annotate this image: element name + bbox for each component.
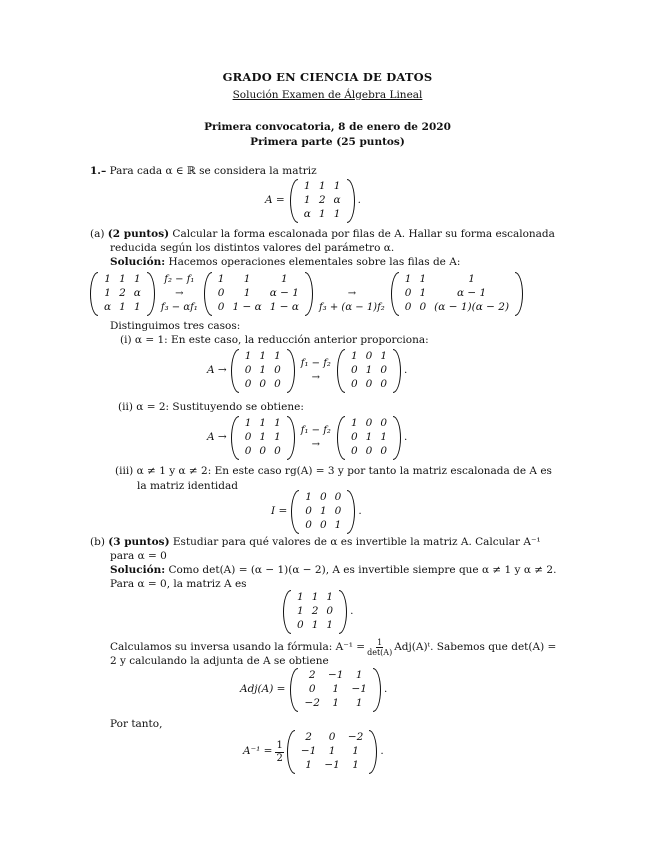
right-bracket — [515, 272, 523, 316]
matrix-cell: 1 — [259, 350, 267, 363]
matrix-cell: 0 — [404, 287, 412, 300]
matrix-cell: 2 — [311, 605, 319, 618]
op2-arrow: → — [347, 288, 357, 299]
matrix-cell: 1 — [333, 180, 341, 193]
adjugate-lhs: Adj(A) = — [240, 683, 286, 696]
left-bracket — [287, 730, 295, 774]
matrix-cell: 1 — [297, 605, 304, 618]
matrix-cell: 1 — [297, 591, 304, 604]
matrix-row — [401, 273, 513, 287]
matrix-cell: 0 — [274, 364, 281, 377]
matrix-cell: 1 — [104, 287, 111, 300]
matrix-cell: 0 — [244, 445, 252, 458]
reduction-matrix-2 — [204, 272, 313, 316]
right-bracket — [287, 349, 295, 393]
matrix-cell: 1 — [311, 619, 319, 632]
matrix-cell: −1 — [351, 683, 367, 696]
matrix-A-equation — [265, 179, 361, 223]
matrix-cell: 1 — [243, 273, 251, 286]
right-bracket — [339, 590, 347, 634]
part-a-label: (a) — [90, 228, 105, 240]
matrix-cell: 1 — [119, 273, 126, 286]
matrix-cell: 1 — [419, 273, 427, 286]
matrix-cell: 1 — [244, 417, 252, 430]
matrix-cell: 1 — [326, 619, 334, 632]
matrix-cell: 0 — [319, 491, 327, 504]
inverse-formula-fraction — [367, 638, 392, 657]
case2-end: . — [404, 431, 408, 444]
matrix-cell: 1 — [365, 431, 373, 444]
cases-intro: Distinguimos tres casos: — [110, 320, 241, 332]
matrix-row — [100, 287, 145, 301]
matrix-cell: 1 — [217, 273, 225, 286]
matrix-cell: 1 — [281, 273, 288, 286]
matrix-row — [297, 759, 367, 773]
case1-equation — [207, 349, 407, 393]
right-bracket — [287, 416, 295, 460]
matrix-cell: 1 — [468, 273, 475, 286]
part-b-line2: para α = 0 — [110, 550, 167, 562]
case1-line — [120, 334, 429, 347]
case1-matrix-2 — [337, 349, 401, 393]
reduction-op-2 — [319, 273, 385, 315]
matrix-cell: 1 — [305, 491, 312, 504]
part-b-line3: Para α = 0, la matriz A es — [110, 578, 247, 590]
matrix-cell: α — [303, 208, 311, 221]
identity-equation — [271, 490, 362, 534]
matrix-cell: 1 − α — [269, 301, 299, 314]
case1-text: α = 1: En este caso, la reducción anterior proporciona: — [134, 334, 429, 346]
matrix-cell: −1 — [324, 759, 340, 772]
matrix-cell: 1 — [380, 350, 387, 363]
document-title: GRADO EN CIENCIA DE DATOS — [222, 70, 433, 84]
right-bracket — [369, 730, 377, 774]
matrix-A0-equation — [283, 590, 353, 634]
left-bracket — [90, 272, 98, 316]
matrix-A0-end: . — [350, 605, 354, 618]
matrix-row — [293, 591, 337, 605]
matrix-cell: 1 — [419, 287, 427, 300]
matrix-cell: 0 — [217, 301, 225, 314]
matrix-row — [401, 301, 513, 315]
document-subtitle: Solución Examen de Álgebra Lineal — [232, 89, 423, 101]
matrix-row — [300, 669, 370, 683]
op2-bottom: f₃ + (α − 1)f₂ — [318, 302, 385, 313]
adjugate-matrix — [290, 668, 380, 712]
case1-lhs: A → — [207, 364, 227, 377]
op1-arrow: → — [175, 288, 184, 299]
identity-matrix — [291, 490, 355, 534]
case2-op-label: f₁ − f₂ — [300, 425, 331, 436]
matrix-cell: 0 — [380, 364, 387, 377]
matrix-cell: α — [133, 287, 141, 300]
case2-label: (ii) — [118, 401, 133, 413]
matrix-cell: 0 — [308, 683, 316, 696]
part-a-solution-text: Hacemos operaciones elementales sobre las filas de A: — [168, 256, 461, 268]
matrix-cell: 0 — [274, 445, 281, 458]
matrix-cell: 0 — [365, 445, 373, 458]
matrix-A-label: A = — [265, 194, 285, 207]
matrix-cell: α − 1 — [456, 287, 487, 300]
case1-end: . — [404, 364, 408, 377]
matrix-row — [347, 445, 391, 459]
right-bracket — [373, 668, 381, 712]
matrix-cell: 1 — [355, 697, 363, 710]
matrix-cell: 1 — [274, 431, 281, 444]
part-a-solution-line — [110, 256, 460, 269]
case2-op — [301, 424, 331, 452]
part-b-solution-label: Solución: — [110, 564, 166, 576]
matrix-cell: 0 — [334, 505, 342, 518]
matrix-cell: 1 — [133, 273, 141, 286]
matrix-row — [347, 364, 391, 378]
inverse-result-lhs: A⁻¹ = — [243, 745, 273, 758]
matrix-row — [214, 273, 303, 287]
matrix-cell: 0 — [350, 364, 358, 377]
left-bracket — [391, 272, 399, 316]
matrix-cell: 1 — [334, 519, 342, 532]
case3-text1: α ≠ 1 y α ≠ 2: En este caso rg(A) = 3 y por tanto la matriz escalonada de A es — [136, 465, 552, 477]
identity-lhs: I = — [271, 505, 288, 518]
case2-arrow: → — [311, 439, 321, 450]
matrix-cell: 0 — [319, 519, 327, 532]
problem-text: Para cada α ∈ ℝ se considera la matriz — [109, 165, 317, 177]
case2-equation — [207, 416, 407, 460]
left-bracket — [231, 349, 239, 393]
matrix-cell: α − 1 — [269, 287, 299, 300]
right-bracket — [347, 490, 355, 534]
matrix-cell: 1 — [365, 364, 373, 377]
matrix-cell: 0 — [326, 605, 334, 618]
matrix-row — [347, 378, 391, 392]
reduction-matrix-3 — [391, 272, 523, 316]
matrix-cell: 1 — [333, 208, 341, 221]
matrix-row — [241, 364, 285, 378]
part-b-solution-text: Como det(A) = (α − 1)(α − 2), A es invertible siempre que α ≠ 1 y α ≠ 2. — [168, 564, 557, 576]
case2-lhs: A → — [207, 431, 227, 444]
matrix-row — [241, 378, 285, 392]
matrix-row — [347, 350, 391, 364]
matrix-cell: 1 — [244, 350, 252, 363]
matrix-cell: −2 — [304, 697, 320, 710]
op1-bottom: f₃ − αf₁ — [160, 302, 198, 313]
row-reduction-equation — [90, 272, 523, 316]
matrix-cell: −2 — [347, 731, 364, 744]
left-bracket — [204, 272, 212, 316]
matrix-cell: 0 — [334, 491, 342, 504]
case3-line1 — [115, 465, 552, 478]
left-bracket — [337, 416, 345, 460]
op1-top: f₂ − f₁ — [164, 274, 195, 285]
matrix-cell: 1 — [133, 301, 141, 314]
matrix-cell: 1 — [318, 180, 326, 193]
matrix-cell: 1 — [259, 364, 267, 377]
matrix-cell: 1 — [350, 350, 358, 363]
matrix-cell: 0 — [259, 445, 267, 458]
left-bracket — [337, 349, 345, 393]
case3-label: (iii) — [115, 465, 134, 477]
case1-arrow: → — [311, 372, 321, 383]
matrix-cell: 0 — [274, 378, 281, 391]
part-b-solution-line — [110, 564, 556, 577]
matrix-row — [293, 619, 337, 633]
left-bracket — [290, 179, 298, 223]
matrix-cell: 1 — [303, 180, 311, 193]
matrix-row — [293, 605, 337, 619]
matrix-cell: 0 — [350, 378, 358, 391]
left-bracket — [283, 590, 291, 634]
matrix-row — [300, 194, 345, 208]
matrix-A — [290, 179, 355, 223]
matrix-cell: 1 — [104, 273, 111, 286]
right-bracket — [347, 179, 355, 223]
part-b-label: (b) — [90, 536, 105, 548]
matrix-cell: 0 — [365, 350, 373, 363]
matrix-cell: 2 — [308, 669, 316, 682]
matrix-cell: 0 — [380, 378, 387, 391]
matrix-cell: 2 — [119, 287, 126, 300]
matrix-row — [347, 417, 391, 431]
matrix-cell: 1 — [352, 745, 359, 758]
case2-matrix-1 — [231, 416, 295, 460]
inverse-frac-num: 1 — [377, 638, 383, 647]
matrix-cell: 1 — [404, 273, 412, 286]
matrix-cell: 1 — [319, 505, 327, 518]
right-bracket — [147, 272, 155, 316]
matrix-cell: 0 — [419, 301, 427, 314]
reduction-matrix-1 — [90, 272, 155, 316]
part-a-line2: reducida según los distintos valores del parámetro α. — [110, 242, 395, 254]
matrix-cell: 1 — [328, 745, 336, 758]
matrix-cell: 1 — [326, 591, 334, 604]
result-frac-den: 2 — [276, 752, 283, 764]
matrix-cell: 0 — [365, 378, 373, 391]
matrix-row — [401, 287, 513, 301]
matrix-cell: 1 — [274, 350, 281, 363]
matrix-cell: −1 — [300, 745, 317, 758]
matrix-A0 — [283, 590, 347, 634]
case1-op-label: f₁ − f₂ — [300, 358, 331, 369]
matrix-row — [301, 519, 345, 533]
matrix-row — [214, 301, 303, 315]
matrix-cell: 1 — [305, 759, 312, 772]
matrix-row — [301, 491, 345, 505]
matrix-cell: 0 — [244, 431, 252, 444]
case2-matrix-2 — [337, 416, 401, 460]
matrix-cell: 0 — [328, 731, 336, 744]
adjugate-end: . — [383, 683, 388, 696]
left-bracket — [291, 490, 299, 534]
adjugate-equation — [240, 668, 387, 712]
right-bracket — [393, 416, 401, 460]
matrix-row — [100, 273, 145, 287]
matrix-cell: 1 — [303, 194, 311, 207]
por-tanto-text: Por tanto, — [110, 718, 163, 730]
case2-text: α = 2: Sustituyendo se obtiene: — [136, 401, 304, 413]
reduction-op-1 — [161, 273, 198, 315]
matrix-row — [100, 301, 145, 315]
matrix-cell: 1 — [380, 431, 387, 444]
matrix-cell: 0 — [217, 287, 225, 300]
right-bracket — [393, 349, 401, 393]
problem-number: 1.– — [90, 165, 107, 177]
matrix-row — [300, 683, 370, 697]
matrix-cell: 1 — [318, 208, 326, 221]
matrix-cell: 1 — [332, 683, 340, 696]
inverse-formula-text-b: Adj(A)ᵗ. Sabemos que det(A) = — [394, 640, 557, 653]
matrix-cell: 2 — [318, 194, 326, 207]
left-bracket — [290, 668, 298, 712]
matrix-cell: 0 — [244, 378, 252, 391]
matrix-row — [300, 697, 370, 711]
matrix-cell: 1 — [311, 591, 319, 604]
inverse-result-equation — [243, 730, 384, 774]
matrix-cell: α — [104, 301, 112, 314]
matrix-cell: 1 — [259, 431, 267, 444]
matrix-cell: 0 — [305, 519, 312, 532]
matrix-cell: 1 — [350, 417, 358, 430]
matrix-cell: 0 — [350, 431, 358, 444]
identity-end: . — [358, 505, 362, 518]
case2-line — [118, 401, 304, 414]
matrix-cell: 0 — [380, 417, 387, 430]
matrix-cell: 2 — [305, 731, 312, 744]
part-a-points: (2 puntos) — [107, 228, 170, 240]
matrix-row — [347, 431, 391, 445]
matrix-cell: α — [333, 194, 341, 207]
matrix-cell: 0 — [297, 619, 304, 632]
matrix-cell: 1 — [332, 697, 340, 710]
matrix-A-end: . — [357, 194, 361, 207]
inverse-result-matrix — [287, 730, 377, 774]
case1-matrix-1 — [231, 349, 295, 393]
problem-statement — [90, 165, 317, 178]
convocatoria-heading: Primera convocatoria, 8 de enero de 2020 — [204, 121, 451, 133]
left-bracket — [231, 416, 239, 460]
matrix-row — [301, 505, 345, 519]
inverse-formula-text-a: Calculamos su inversa usando la fórmula: A⁻¹ = — [110, 640, 366, 653]
matrix-row — [300, 180, 345, 194]
part-b-text1: Estudiar para qué valores de α es invertible la matriz A. Calcular A⁻¹ — [172, 536, 541, 548]
matrix-cell: 0 — [259, 378, 267, 391]
case1-label: (i) — [120, 334, 132, 346]
matrix-cell: 1 — [355, 669, 363, 682]
part-b-line1 — [90, 536, 541, 549]
matrix-row — [300, 208, 345, 222]
part-a-solution-label: Solución: — [110, 256, 166, 268]
inverse-frac-den: det(A) — [367, 648, 393, 657]
matrix-cell: 1 — [274, 417, 281, 430]
matrix-cell: 0 — [244, 364, 252, 377]
part-a-line1 — [90, 228, 555, 241]
matrix-row — [241, 431, 285, 445]
matrix-row — [241, 350, 285, 364]
part-b-points: (3 puntos) — [108, 536, 170, 548]
adjunta-intro: 2 y calculando la adjunta de A se obtiene — [110, 655, 329, 667]
matrix-cell: 1 − α — [232, 301, 262, 314]
right-bracket — [305, 272, 313, 316]
matrix-cell: 1 — [243, 287, 251, 300]
part-a-text1: Calcular la forma escalonada por filas de A. Hallar su forma escalonada — [172, 228, 555, 240]
matrix-cell: 0 — [404, 301, 412, 314]
matrix-cell: 1 — [119, 301, 126, 314]
inverse-result-end: . — [380, 745, 384, 758]
inverse-result-fraction — [275, 740, 283, 765]
matrix-cell: (α − 1)(α − 2) — [434, 301, 510, 314]
case1-op — [301, 357, 331, 385]
matrix-cell: 0 — [350, 445, 358, 458]
matrix-cell: 0 — [305, 505, 312, 518]
matrix-cell: −1 — [327, 669, 344, 682]
parte-heading: Primera parte (25 puntos) — [250, 136, 405, 148]
matrix-cell: 1 — [352, 759, 359, 772]
result-frac-num: 1 — [276, 739, 283, 751]
matrix-row — [297, 731, 367, 745]
matrix-cell: 0 — [380, 445, 387, 458]
matrix-row — [297, 745, 367, 759]
case3-line2: la matriz identidad — [137, 480, 238, 492]
matrix-row — [214, 287, 303, 301]
matrix-cell: 1 — [259, 417, 267, 430]
matrix-cell: 0 — [365, 417, 373, 430]
matrix-row — [241, 417, 285, 431]
matrix-row — [241, 445, 285, 459]
